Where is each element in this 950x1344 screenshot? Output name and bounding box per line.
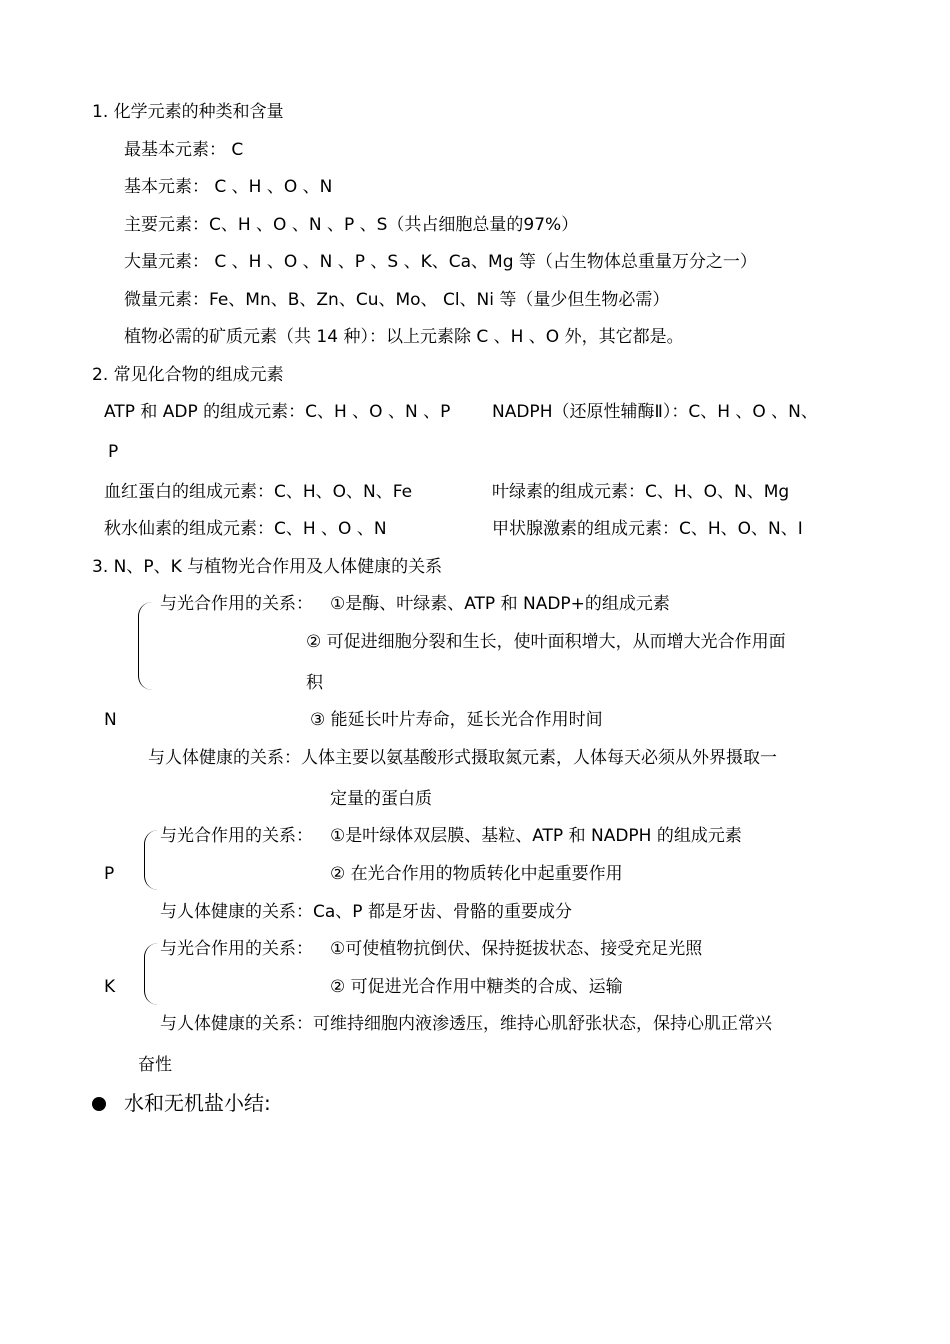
p-photosynthesis-point-1: ①是叶绿体双层膜、基粒、ATP 和 NADPH 的组成元素 bbox=[330, 826, 742, 846]
nadph-elements: NADPH（还原性辅酶Ⅱ）：C、H 、O 、N、 bbox=[492, 402, 818, 422]
n-health-relation-continued: 定量的蛋白质 bbox=[330, 789, 432, 809]
section2-heading: 2. 常见化合物的组成元素 bbox=[92, 365, 284, 385]
k-health-relation: 与人体健康的关系：可维持细胞内液渗透压，维持心肌舒张状态，保持心肌正常兴 bbox=[160, 1014, 772, 1034]
most-basic-elements: 最基本元素： C bbox=[124, 140, 244, 160]
macro-elements: 大量元素： C 、H 、O 、N 、P 、S 、K、Ca、Mg 等（占生物体总重量万分之一） bbox=[124, 252, 757, 272]
nadph-elements-continued: P bbox=[108, 442, 119, 462]
n-photosynthesis-point-1: ①是酶、叶绿素、ATP 和 NADP+的组成元素 bbox=[330, 594, 670, 614]
k-photosynthesis-point-1: ①可使植物抗倒伏、保持挺拔状态、接受充足光照 bbox=[330, 939, 703, 959]
n-health-relation: 与人体健康的关系：人体主要以氨基酸形式摄取氮元素，人体每天必须从外界摄取一 bbox=[148, 748, 777, 768]
k-photosynthesis-point-2: ② 可促进光合作用中糖类的合成、运输 bbox=[330, 977, 623, 997]
n-photosynthesis-label: 与光合作用的关系： bbox=[160, 594, 313, 614]
n-photosynthesis-point-2-continued: 积 bbox=[306, 673, 323, 693]
k-health-relation-continued: 奋性 bbox=[138, 1055, 172, 1075]
section1-heading: 1. 化学元素的种类和含量 bbox=[92, 102, 284, 122]
plant-mineral-elements: 植物必需的矿质元素（共 14 种）：以上元素除 C 、H 、O 外，其它都是。 bbox=[124, 327, 684, 347]
n-photosynthesis-point-2: ② 可促进细胞分裂和生长，使叶面积增大，从而增大光合作用面 bbox=[306, 632, 786, 652]
main-elements: 主要元素：C、H 、O 、N 、P 、S（共占细胞总量的97%） bbox=[124, 215, 579, 235]
bullet-icon bbox=[92, 1097, 106, 1111]
p-health-relation: 与人体健康的关系：Ca、P 都是牙齿、骨骼的重要成分 bbox=[160, 902, 572, 922]
n-photosynthesis-point-3: ③ 能延长叶片寿命，延长光合作用时间 bbox=[310, 710, 603, 730]
n-letter: N bbox=[104, 710, 117, 730]
basic-elements: 基本元素： C 、H 、O 、N bbox=[124, 177, 333, 197]
summary-title: 水和无机盐小结: bbox=[124, 1091, 271, 1115]
hemoglobin-elements: 血红蛋白的组成元素：C、H、O、N、Fe bbox=[104, 482, 413, 502]
thyroxine-elements: 甲状腺激素的组成元素：C、H、O、N、I bbox=[492, 519, 803, 539]
p-photosynthesis-brace bbox=[144, 830, 159, 890]
micro-elements: 微量元素：Fe、Mn、B、Zn、Cu、Mo、 Cl、Ni 等（量少但生物必需） bbox=[124, 290, 670, 310]
k-letter: K bbox=[104, 977, 116, 997]
k-photosynthesis-brace bbox=[144, 943, 159, 1005]
atp-adp-elements: ATP 和 ADP 的组成元素：C、H 、O 、N 、P bbox=[104, 402, 451, 422]
chlorophyll-elements: 叶绿素的组成元素：C、H、O、N、Mg bbox=[492, 482, 790, 502]
p-letter: P bbox=[104, 864, 115, 884]
p-photosynthesis-point-2: ② 在光合作用的物质转化中起重要作用 bbox=[330, 864, 623, 884]
k-photosynthesis-label: 与光合作用的关系： bbox=[160, 939, 313, 959]
p-photosynthesis-label: 与光合作用的关系： bbox=[160, 826, 313, 846]
n-photosynthesis-brace bbox=[138, 602, 153, 690]
section3-heading: 3. N、P、K 与植物光合作用及人体健康的关系 bbox=[92, 557, 443, 577]
colchicine-elements: 秋水仙素的组成元素：C、H 、O 、N bbox=[104, 519, 387, 539]
